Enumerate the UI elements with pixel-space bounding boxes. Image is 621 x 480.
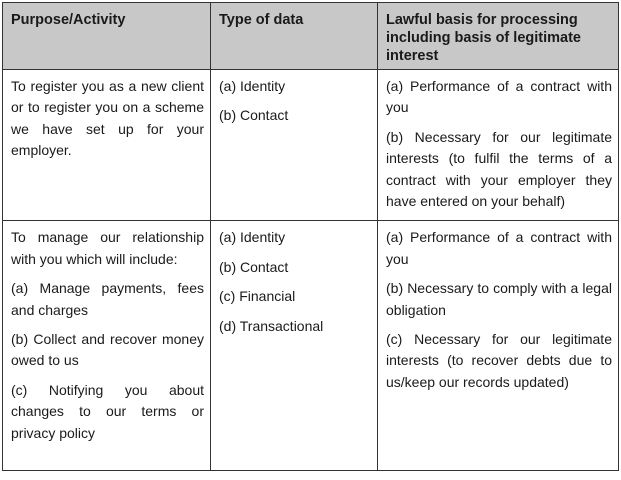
data-type-item: (a) Identity xyxy=(219,78,286,94)
basis-item: (c) Necessary for our legitimate interests (to recover debts due to us/keep our records updated) xyxy=(386,331,612,390)
lawful-basis-table xyxy=(2,2,619,471)
table-body xyxy=(3,70,619,471)
purpose-cell xyxy=(3,70,211,221)
basis-cell xyxy=(378,70,619,221)
purpose-text: (c) Notifying you about changes to our terms or privacy policy xyxy=(11,381,204,441)
purpose-text: (b) Collect and recover money owed to us xyxy=(11,331,204,369)
header-lawful-basis: Lawful basis for processing including basis of legitimate interest xyxy=(378,3,619,70)
basis-cell xyxy=(378,221,619,471)
table-header xyxy=(3,3,619,70)
basis-item: (a) Performance of a contract with you xyxy=(386,78,612,116)
basis-item: (b) Necessary for our legitimate interests (to fulfil the terms of a contract with your employer they have entered on your behalf) xyxy=(386,128,612,210)
data-type-item: (d) Transactional xyxy=(219,317,324,334)
data-type-item: (a) Identity xyxy=(219,229,286,246)
header-type-of-data: Type of data xyxy=(211,3,378,70)
type-cell xyxy=(211,221,378,471)
header-row xyxy=(3,3,619,70)
table-row xyxy=(3,221,619,471)
purpose-cell xyxy=(3,221,211,471)
data-type-item: (c) Financial xyxy=(219,288,296,305)
basis-item: (a) Performance of a contract with you xyxy=(386,229,612,267)
data-type-item: (b) Contact xyxy=(219,258,289,275)
purpose-text: (a) Manage payments, fees and charges xyxy=(11,280,204,318)
purpose-text: To manage our relationship with you which will include: xyxy=(11,229,204,267)
data-type-item: (b) Contact xyxy=(219,107,289,124)
type-cell xyxy=(211,70,378,221)
purpose-text: To register you as a new client or to register you on a scheme we have set up for your employer. xyxy=(11,78,204,159)
table-row xyxy=(3,70,619,221)
basis-item: (b) Necessary to comply with a legal obligation xyxy=(386,280,612,318)
header-purpose-activity: Purpose/Activity xyxy=(3,3,211,70)
